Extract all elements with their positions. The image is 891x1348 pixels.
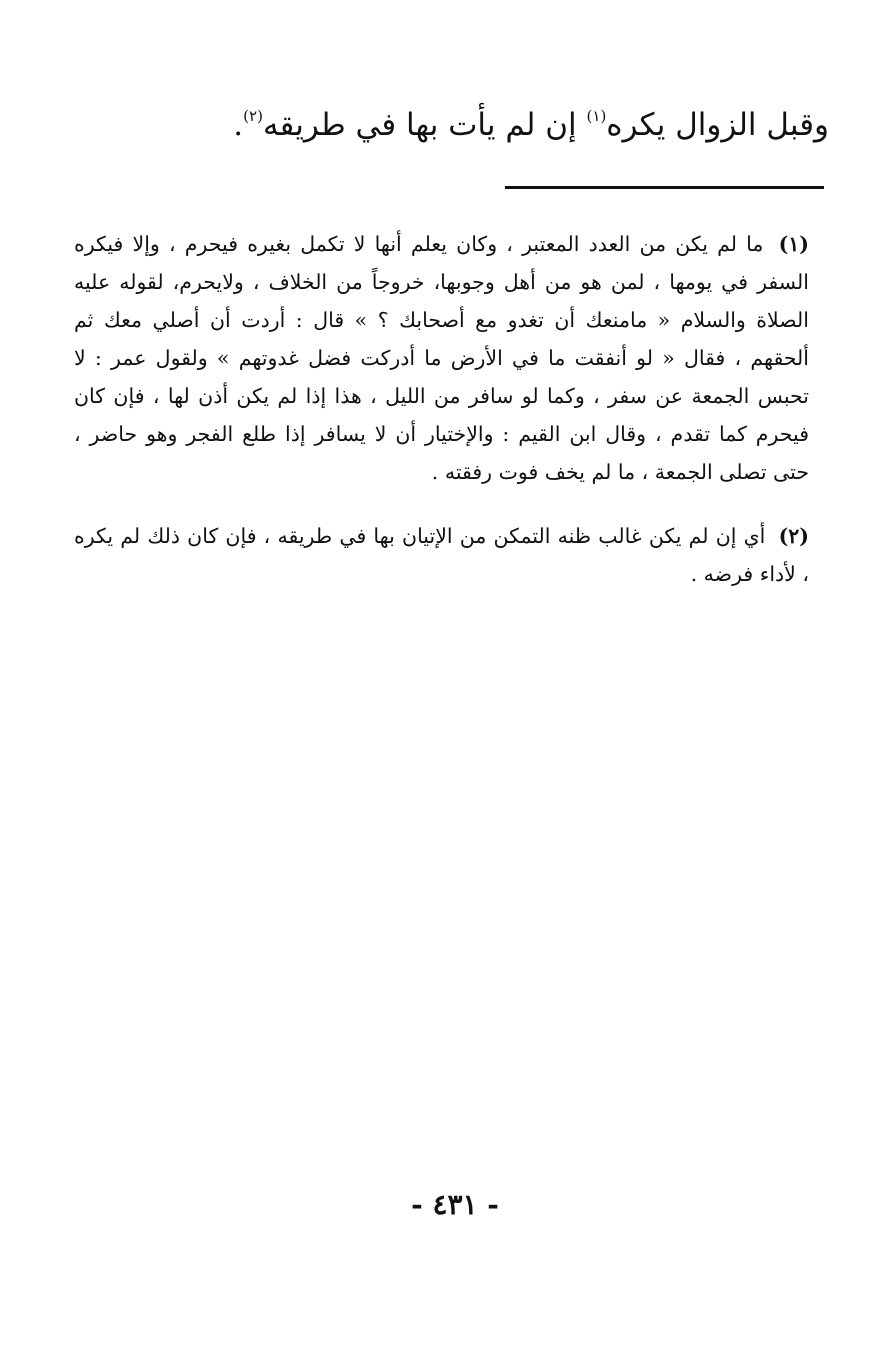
footnote-ref-1[interactable]: (١) <box>586 107 607 125</box>
footnote-2-text: أي إن لم يكن غالب ظنه التمكن من الإتيان بها في طريقه ، فإن كان ذلك لم يكره ، لأداء فرضه . <box>74 524 809 586</box>
footnote-1-number: (١) <box>778 232 809 256</box>
main-text-part1: وقبل الزوال يكره <box>606 107 829 143</box>
main-text-end: . <box>233 107 244 143</box>
footnote-1 <box>74 225 809 491</box>
footnote-1-text: ما لم يكن من العدد المعتبر ، وكان يعلم أنها لا تكمل بغيره فيحرم ، وإلا فيكره السفر في يومها ، لمن هو من أهل وجوبها، خروجاً من الخلاف ، ولايحرم، لقوله عليه الصلاة والسلام « مامنعك أن تغدو مع أصحابك ؟ » قال : أردت أن أصلي معك ثم ألحقهم ، فقال « لو أنفقت ما في الأرض ما أدركت فضل غدوتهم » ولقول عمر : لا تحبس الجمعة عن سفر ، وكما لو سافر من الليل ، هذا إذا لم يكن أذن لها ، فإن كان فيحرم كما تقدم ، وقال ابن القيم : والإختيار أن لا يسافر إذا طلع الفجر وهو حاضر ، حتى تصلى الجمعة ، ما لم يخف فوت رفقته . <box>74 232 809 484</box>
footnote-ref-2[interactable]: (٢) <box>243 107 263 125</box>
footnote-2-number: (٢) <box>778 524 809 548</box>
footnotes-section <box>74 225 809 619</box>
main-text-part2: إن لم يأت بها في طريقه <box>262 107 577 143</box>
main-text-line <box>229 100 829 150</box>
page-number: - ٤٣١ - <box>411 1188 499 1221</box>
footnote-separator-rule <box>505 186 824 189</box>
footnote-2 <box>74 517 809 593</box>
